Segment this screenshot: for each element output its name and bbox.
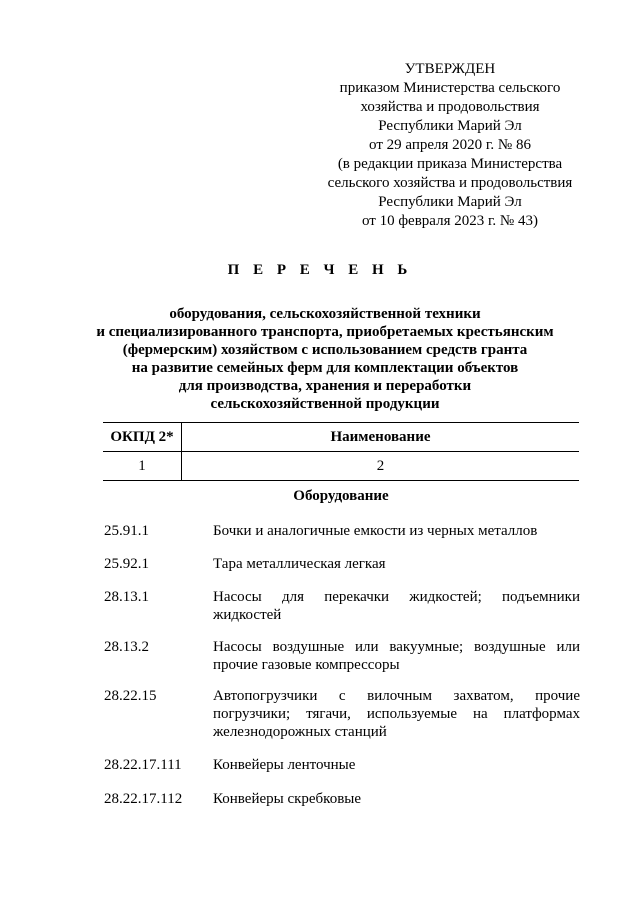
column-number-2: 2	[376, 457, 385, 474]
table-header-row	[103, 422, 579, 452]
item-name	[213, 756, 580, 774]
subtitle-line: для производства, хранения и переработки	[178, 378, 472, 394]
approval-line: Республики Марий Эл	[378, 194, 522, 210]
item-code: 28.13.2	[104, 639, 149, 655]
item-name-line: прочие газовые компрессоры	[213, 657, 400, 673]
item-name-line: погрузчики; тягачи, используемые на платформах	[213, 706, 580, 722]
item-name	[213, 522, 580, 540]
column-header-okpd: ОКПД 2*	[103, 423, 182, 451]
approval-line: УТВЕРЖДЕН	[404, 61, 496, 77]
item-name-line: железнодорожных станций	[213, 724, 387, 740]
approval-line: Республики Марий Эл	[378, 118, 522, 134]
subtitle-line: сельскохозяйственной продукции	[210, 396, 440, 412]
approval-line: приказом Министерства сельского	[339, 80, 561, 96]
item-name	[213, 588, 580, 624]
subtitle-line: (фермерским) хозяйством с использованием средств гранта	[122, 342, 528, 358]
item-code: 25.92.1	[104, 556, 149, 572]
item-name	[213, 687, 580, 741]
item-name-line: Конвейеры ленточные	[213, 757, 356, 773]
item-code: 28.22.17.112	[104, 791, 183, 807]
approval-line: (в редакции приказа Министерства	[337, 156, 563, 172]
approval-line: сельского хозяйства и продовольствия	[327, 175, 573, 191]
item-name-line: Насосы для перекачки жидкостей; подъемники	[213, 589, 580, 605]
subtitle-line: и специализированного транспорта, приобретаемых крестьянским	[96, 324, 554, 340]
approval-stamp	[310, 60, 590, 231]
table-number-row	[103, 452, 579, 481]
column-number-1: 1	[103, 452, 182, 480]
item-code: 28.13.1	[104, 589, 149, 605]
subtitle-line: на развитие семейных ферм для комплектации объектов	[131, 360, 519, 376]
document-title: П Е Р Е Ч Е Н Ь	[227, 262, 413, 278]
header-table	[103, 422, 579, 481]
item-name-line: Тара металлическая легкая	[213, 556, 386, 572]
item-name-line: Автопогрузчики с вилочным захватом, прочие	[213, 688, 580, 704]
item-name-line: Насосы воздушные или вакуумные; воздушные или	[213, 639, 580, 655]
item-code: 25.91.1	[104, 523, 149, 539]
approval-line: от 10 февраля 2023 г. № 43)	[361, 213, 538, 229]
section-heading: Оборудование	[293, 488, 389, 504]
item-name	[213, 790, 580, 808]
item-code: 28.22.15	[104, 688, 157, 704]
approval-line: хозяйства и продовольствия	[360, 99, 540, 115]
item-name-line: жидкостей	[213, 607, 282, 623]
document-subtitle	[60, 305, 590, 413]
item-code: 28.22.17.111	[104, 757, 182, 773]
column-header-name: Наименование	[330, 428, 431, 445]
item-name-line: Конвейеры скребковые	[213, 791, 362, 807]
approval-line: от 29 апреля 2020 г. № 86	[369, 137, 531, 153]
item-name-line: Бочки и аналогичные емкости из черных металлов	[213, 523, 538, 539]
subtitle-line: оборудования, сельскохозяйственной техники	[169, 306, 481, 322]
item-name	[213, 555, 580, 573]
item-name	[213, 638, 580, 674]
